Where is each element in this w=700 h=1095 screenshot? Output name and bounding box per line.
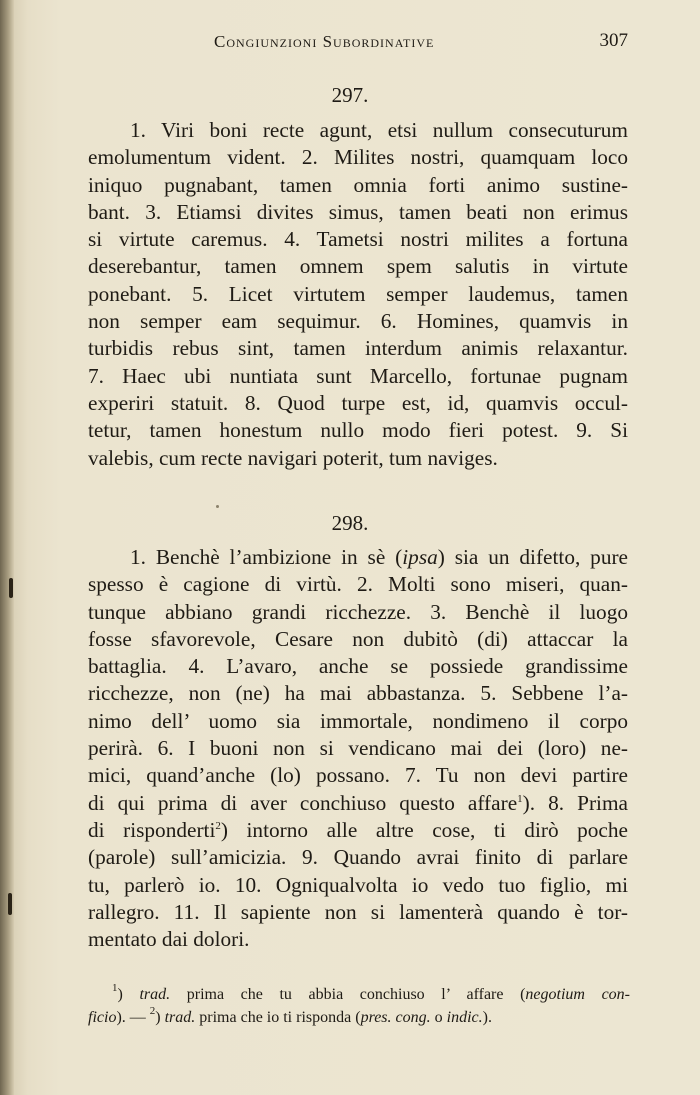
footnotes: [88, 982, 631, 1029]
footnote-ref: 2: [215, 819, 221, 832]
footnote-text: prima che tu abbia conchiuso l’ affare (: [170, 986, 526, 1003]
text-line: bant. 3. Etiamsi divites simus, tamen beati non erimus: [88, 199, 628, 224]
footnote-text: ).: [482, 1009, 492, 1026]
text-line: non semper eam sequimur. 6. Homines, quamvis in: [88, 309, 628, 334]
text-line: valebis, cum recte navigari poterit, tum naviges.: [88, 445, 498, 470]
text-line: 1. Viri boni recte agunt, etsi nullum consecuturum: [130, 118, 628, 142]
running-head: Congiunzioni Subordinative: [214, 32, 435, 51]
text-line: tetur, tamen honestum nullo modo fieri potest. 9. Si: [88, 418, 628, 443]
text-line: battaglia. 4. L’avaro, anche se possiede grandissime: [88, 654, 628, 679]
paper-speck: [216, 505, 219, 508]
footnote-line: [110, 983, 630, 1006]
text-line: turbidis rebus sint, tamen interdum animis relaxantur.: [88, 336, 628, 361]
footnote-text: ). —: [116, 1009, 150, 1026]
footnote-marker: 1: [112, 982, 118, 994]
text-line: rallegro. 11. Il sapiente non si lamenterà quando è tor-: [88, 899, 628, 924]
text-segment: di qui prima di aver conchiuso questo affare: [88, 790, 518, 815]
text-line: experiri statuit. 8. Quod turpe est, id, quamvis occul-: [88, 390, 628, 415]
text-line: emolumentum vident. 2. Milites nostri, quamquam loco: [88, 145, 628, 170]
text-line: iniquo pugnabant, tamen omnia forti animo sustine-: [88, 172, 628, 197]
text-line: fosse sfavorevole, Cesare non dubitò (di) attaccar la: [88, 626, 628, 651]
book-spine-shadow: [0, 0, 14, 1095]
footnote-italic: indic.: [446, 1009, 483, 1026]
footnote-text: prima che io ti risponda (: [195, 1009, 361, 1026]
text-line: mici, quand’anche (lo) possano. 7. Tu non devi partire: [88, 763, 628, 788]
text-segment: di risponderti: [88, 817, 216, 842]
italic-word: ipsa: [402, 545, 438, 569]
footnote-trad: trad.: [139, 986, 171, 1003]
page-header: [88, 30, 628, 58]
footnote-paren: ): [117, 986, 140, 1003]
text-line: tu, parlerò io. 10. Ogniqualvolta io vedo tuo figlio, mi: [88, 872, 628, 897]
text-segment: 1. Benchè l’ambizione in sè (: [130, 545, 403, 569]
text-segment: ) sia un difetto, pure: [437, 545, 629, 569]
page-number: 307: [599, 30, 628, 51]
text-line: [88, 817, 628, 844]
text-line: si virtute caremus. 4. Tametsi nostri milites a fortuna: [88, 227, 628, 252]
footnote-text: o: [430, 1009, 447, 1026]
text-segment: ) intorno alle altre cose, ti dirò poche: [220, 817, 628, 842]
footnote-paren: ): [155, 1009, 165, 1026]
text-line: perirà. 6. I buoni non si vendicano mai dei (loro) ne-: [88, 736, 628, 761]
footnote-italic: ficio: [88, 1009, 117, 1026]
text-line: ponebant. 5. Licet virtutem semper laudemus, tamen: [88, 281, 628, 306]
text-segment: ). 8. Prima: [522, 790, 628, 815]
margin-mark: [9, 578, 13, 598]
text-line: nimo dell’ uomo sia immortale, nondimeno il corpo: [88, 708, 628, 733]
exercise-298-text: [88, 544, 628, 953]
footnote-italic: negotium con-: [525, 986, 631, 1003]
text-line: tunque abbiano grandi ricchezze. 3. Benchè il luogo: [88, 599, 628, 624]
exercise-number: 297.: [331, 83, 369, 107]
text-line: deserebantur, tamen omnem spem salutis in virtute: [88, 254, 628, 279]
margin-mark: [8, 893, 12, 915]
exercise-number: 298.: [331, 511, 369, 535]
text-line: (parole) sull’amicizia. 9. Quando avrai finito di parlare: [88, 845, 628, 870]
text-line: ricchezze, non (ne) ha mai abbastanza. 5. Sebbene l’a-: [88, 681, 628, 706]
text-line: [88, 544, 628, 571]
text-line: spesso è cagione di virtù. 2. Molti sono miseri, quan-: [88, 572, 628, 597]
footnote-ref: 1: [517, 792, 523, 805]
text-line: 7. Haec ubi nuntiata sunt Marcello, fortunae pugnam: [88, 363, 628, 388]
footnote-marker: 2: [149, 1005, 156, 1017]
text-line: mentato dai dolori.: [88, 927, 250, 952]
footnote-line: [88, 1006, 630, 1029]
exercise-297-text: [88, 117, 628, 472]
text-line: [88, 790, 628, 817]
footnote-italic: pres. cong.: [360, 1009, 431, 1026]
footnote-trad: trad.: [164, 1009, 196, 1026]
